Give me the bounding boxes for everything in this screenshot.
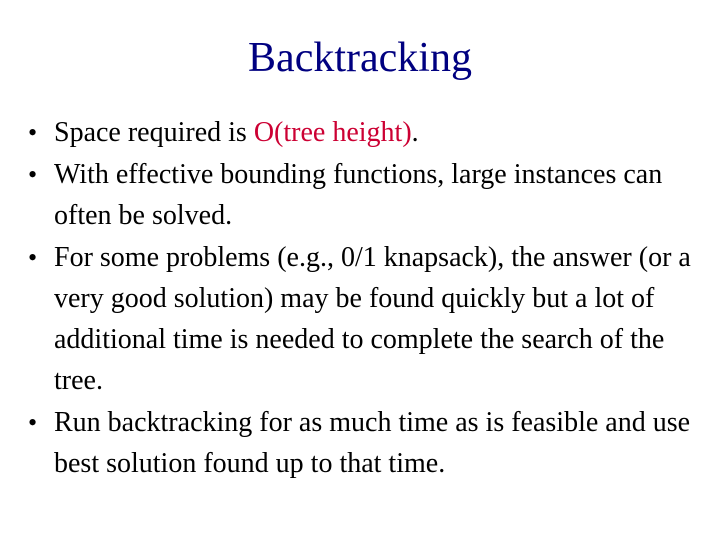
bullet-text: With effective bounding functions, large instances can often be solved. bbox=[54, 159, 663, 231]
bullet-icon: • bbox=[28, 408, 38, 437]
bullet-item-space bbox=[28, 112, 708, 153]
bullet-item-run bbox=[28, 402, 708, 484]
bullet-text: For some problems (e.g., 0/1 knapsack), the answer (or a very good solution) may be found quickly but a lot of additional time is needed to complete the search of the tree. bbox=[54, 242, 691, 396]
bullet-text-after: . bbox=[411, 117, 419, 148]
bullet-highlight: O(tree height) bbox=[253, 117, 412, 148]
bullet-list bbox=[28, 112, 708, 485]
bullet-item-bounding bbox=[28, 154, 708, 236]
bullet-icon: • bbox=[28, 160, 38, 189]
bullet-text: Run backtracking for as much time as is feasible and use best solution found up to that time. bbox=[54, 407, 691, 479]
bullet-icon: • bbox=[28, 243, 38, 272]
slide-title: Backtracking bbox=[248, 35, 472, 81]
bullet-icon: • bbox=[28, 118, 38, 147]
bullet-text-before: Space required is bbox=[54, 117, 254, 148]
bullet-item-knapsack bbox=[28, 237, 708, 401]
